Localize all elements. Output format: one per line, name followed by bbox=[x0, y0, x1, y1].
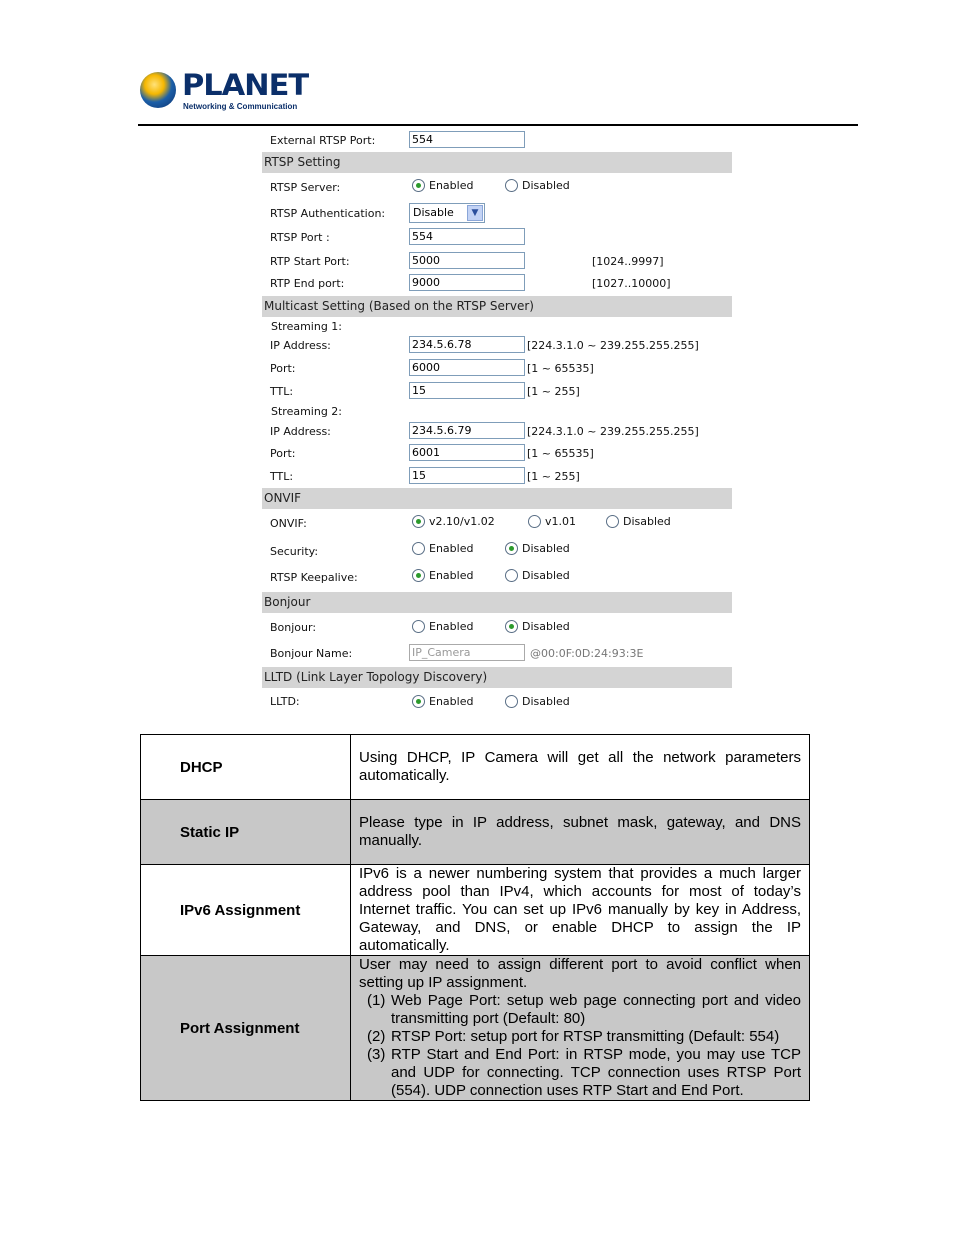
radio-checked-icon bbox=[505, 542, 518, 555]
table-row bbox=[141, 735, 810, 800]
streaming1-ttl-range: [1 ~ 255] bbox=[527, 385, 580, 398]
security-enabled-radio[interactable]: Enabled bbox=[412, 542, 473, 555]
radio-unchecked-icon bbox=[505, 569, 518, 582]
table-row bbox=[141, 800, 810, 865]
lltd-disabled-radio[interactable]: Disabled bbox=[505, 695, 570, 708]
rtsp-keepalive-label: RTSP Keepalive: bbox=[270, 571, 358, 584]
lltd-label: LLTD: bbox=[270, 695, 300, 708]
rtsp-server-label: RTSP Server: bbox=[270, 181, 341, 194]
row-description bbox=[351, 956, 810, 1101]
external-rtsp-port-input[interactable]: 554 bbox=[409, 131, 525, 148]
streaming1-port-label: Port: bbox=[270, 362, 296, 375]
radio-unchecked-icon bbox=[412, 620, 425, 633]
radio-unchecked-icon bbox=[505, 179, 518, 192]
radio-unchecked-icon bbox=[606, 515, 619, 528]
row-key: DHCP bbox=[141, 735, 351, 800]
rtp-start-port-label: RTP Start Port: bbox=[270, 255, 350, 268]
row-key: Static IP bbox=[141, 800, 351, 865]
table-row bbox=[141, 956, 810, 1101]
table-row bbox=[141, 865, 810, 956]
radio-unchecked-icon bbox=[528, 515, 541, 528]
streaming2-port-input[interactable]: 6001 bbox=[409, 444, 525, 461]
section-rtsp-setting: RTSP Setting bbox=[262, 152, 732, 173]
port-assignment-intro: User may need to assign different port to avoid conflict when setting up IP assignment. bbox=[359, 956, 801, 991]
streaming2-ip-input[interactable]: 234.5.6.79 bbox=[409, 422, 525, 439]
section-multicast: Multicast Setting (Based on the RTSP Server) bbox=[262, 296, 732, 317]
settings-description-table bbox=[140, 734, 810, 1101]
rtsp-port-input[interactable]: 554 bbox=[409, 228, 525, 245]
keepalive-disabled-radio[interactable]: Disabled bbox=[505, 569, 570, 582]
radio-unchecked-icon bbox=[412, 542, 425, 555]
rtsp-auth-label: RTSP Authentication: bbox=[270, 207, 386, 220]
bonjour-enabled-radio[interactable]: Enabled bbox=[412, 620, 473, 633]
list-item: (3) RTP Start and End Port: in RTSP mode, you may use TCP and UDP for connecting. TCP connection uses RTSP Port (554). UDP connection uses RTP Start and End Port. bbox=[367, 1046, 801, 1099]
rtsp-port-label: RTSP Port : bbox=[270, 231, 330, 244]
header-divider bbox=[138, 124, 858, 126]
bonjour-name-suffix: @00:0F:0D:24:93:3E bbox=[530, 647, 644, 660]
onvif-disabled-radio[interactable]: Disabled bbox=[606, 515, 671, 528]
bonjour-label: Bonjour: bbox=[270, 621, 317, 634]
streaming2-title: Streaming 2: bbox=[271, 405, 343, 418]
port-assignment-list bbox=[359, 992, 801, 1100]
rtsp-settings-panel bbox=[262, 127, 732, 717]
keepalive-enabled-radio[interactable]: Enabled bbox=[412, 569, 473, 582]
row-description: Please type in IP address, subnet mask, gateway, and DNS manually. bbox=[351, 800, 810, 865]
streaming2-ip-label: IP Address: bbox=[270, 425, 331, 438]
row-description: IPv6 is a newer numbering system that provides a much larger address pool than IPv4, which accounts for most of today’s Internet traffic. You can set up IPv6 manually by key in Address, Gateway, and DNS, or enable DHCP to assign the IP automatically. bbox=[351, 865, 810, 956]
bonjour-name-label: Bonjour Name: bbox=[270, 647, 353, 660]
bonjour-disabled-radio[interactable]: Disabled bbox=[505, 620, 570, 633]
rtsp-server-disabled-radio[interactable]: Disabled bbox=[505, 179, 570, 192]
radio-unchecked-icon bbox=[505, 695, 518, 708]
section-lltd: LLTD (Link Layer Topology Discovery) bbox=[262, 667, 732, 688]
streaming2-ttl-range: [1 ~ 255] bbox=[527, 470, 580, 483]
streaming2-port-label: Port: bbox=[270, 447, 296, 460]
streaming2-ip-range: [224.3.1.0 ~ 239.255.255.255] bbox=[527, 425, 699, 438]
list-item: (2) RTSP Port: setup port for RTSP transmitting (Default: 554) bbox=[367, 1028, 780, 1045]
radio-checked-icon bbox=[505, 620, 518, 633]
rtp-start-port-range: [1024..9997] bbox=[592, 255, 664, 268]
row-key: IPv6 Assignment bbox=[141, 865, 351, 956]
streaming1-port-range: [1 ~ 65535] bbox=[527, 362, 594, 375]
streaming1-title: Streaming 1: bbox=[271, 320, 343, 333]
rtsp-server-enabled-radio[interactable]: Enabled bbox=[412, 179, 473, 192]
streaming2-port-range: [1 ~ 65535] bbox=[527, 447, 594, 460]
streaming2-ttl-label: TTL: bbox=[270, 470, 294, 483]
rtp-end-port-input[interactable]: 9000 bbox=[409, 274, 525, 291]
external-rtsp-port-label: External RTSP Port: bbox=[270, 134, 376, 147]
streaming1-port-input[interactable]: 6000 bbox=[409, 359, 525, 376]
globe-icon bbox=[140, 72, 176, 108]
radio-checked-icon bbox=[412, 569, 425, 582]
lltd-enabled-radio[interactable]: Enabled bbox=[412, 695, 473, 708]
streaming1-ip-range: [224.3.1.0 ~ 239.255.255.255] bbox=[527, 339, 699, 352]
rtsp-auth-select[interactable]: Disable ▼ bbox=[409, 203, 485, 223]
section-onvif: ONVIF bbox=[262, 488, 732, 509]
radio-checked-icon bbox=[412, 179, 425, 192]
security-disabled-radio[interactable]: Disabled bbox=[505, 542, 570, 555]
streaming1-ttl-label: TTL: bbox=[270, 385, 294, 398]
onvif-label: ONVIF: bbox=[270, 517, 307, 530]
streaming1-ip-input[interactable]: 234.5.6.78 bbox=[409, 336, 525, 353]
logo-tagline: Networking & Communication bbox=[183, 102, 298, 111]
radio-checked-icon bbox=[412, 695, 425, 708]
row-key: Port Assignment bbox=[141, 956, 351, 1101]
rtp-end-port-range: [1027..10000] bbox=[592, 277, 671, 290]
planet-logo bbox=[138, 68, 309, 116]
chevron-down-icon[interactable]: ▼ bbox=[467, 205, 483, 221]
rtp-end-port-label: RTP End port: bbox=[270, 277, 345, 290]
security-label: Security: bbox=[270, 545, 319, 558]
bonjour-name-input[interactable]: IP_Camera bbox=[409, 644, 525, 661]
onvif-v101-radio[interactable]: v1.01 bbox=[528, 515, 576, 528]
streaming2-ttl-input[interactable]: 15 bbox=[409, 467, 525, 484]
section-bonjour: Bonjour bbox=[262, 592, 732, 613]
logo-wordmark: PLANET bbox=[182, 68, 309, 102]
rtp-start-port-input[interactable]: 5000 bbox=[409, 252, 525, 269]
onvif-v210-radio[interactable]: v2.10/v1.02 bbox=[412, 515, 495, 528]
list-item: (1) Web Page Port: setup web page connecting port and video transmitting port (Default: 80) bbox=[367, 992, 801, 1027]
streaming1-ip-label: IP Address: bbox=[270, 339, 331, 352]
radio-checked-icon bbox=[412, 515, 425, 528]
row-description: Using DHCP, IP Camera will get all the network parameters automatically. bbox=[351, 735, 810, 800]
streaming1-ttl-input[interactable]: 15 bbox=[409, 382, 525, 399]
